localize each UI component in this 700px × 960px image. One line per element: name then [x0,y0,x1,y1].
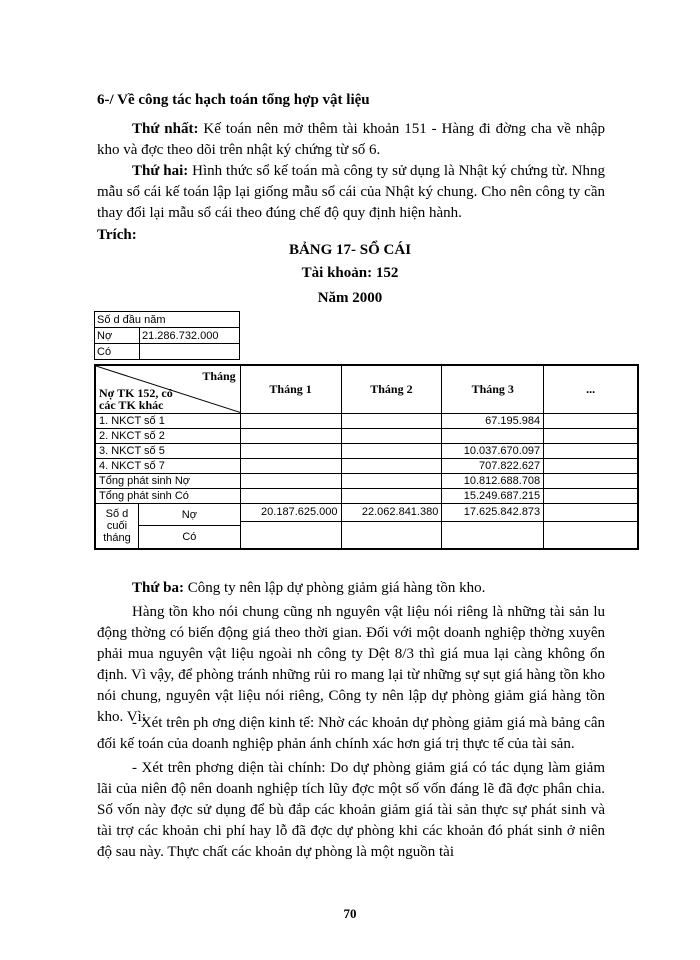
closing-debit-label: Nợ [139,504,240,526]
table-row [95,459,638,474]
table-row [95,429,638,444]
closing-inner-table [96,504,240,548]
cell-value [544,444,638,459]
paragraph-economic: - Xét trên ph ơng diện kinh tế: Nhờ các khoản dự phòng giảm giá mà bảng cân đối kế toán của doanh nghiệp phản ánh chính xác hơn giá trị thực tế của tài sản. [97,715,605,752]
cell-value [240,474,341,489]
cell-value: 10.037.670.097 [442,444,544,459]
cell-value: 67.195.984 [442,414,544,429]
opening-debit-value: 21.286.732.000 [140,328,240,344]
month-header: Tháng 1 [240,365,341,414]
cell-value [544,489,638,504]
paragraph-third-label: Thứ ba: [132,580,184,596]
cell-value [341,429,442,444]
cell-value [544,414,638,429]
month-header: ... [544,365,638,414]
paragraph-first-text: Kế toán nên mở thêm tài khoản 151 - Hàng đi đờng cha về nhập kho và đợc theo dõi trên nhật ký chứng từ số 6. [97,121,605,158]
closing-debit-value: 20.187.625.000 [240,504,341,522]
row-label: 3. NKCT số 5 [95,444,240,459]
table-year: Năm 2000 [317,290,383,306]
closing-debit-value: 22.062.841.380 [341,504,442,522]
cell-value [341,414,442,429]
cell-value [442,429,544,444]
closing-credit-label: Có [182,531,197,543]
table-title: BẢNG 17- SỔ CÁI [288,242,412,258]
ledger-table [94,364,639,550]
section-heading: 6-/ Về công tác hạch toán tổng hợp vật liệu [97,92,370,108]
cell-value [240,429,341,444]
paragraph-inventory: Hàng tồn kho nói chung cũng nh nguyên vật liệu nói riêng là những tài sản lu động thờng có biến động giá theo thời gian. Đối với một doanh nghiệp thờng xuyên phải mua nguyên vật liệu ngoài nh công ty Dệt 8/3 thì giá mua lại càng không ổn định. Vì vậy, để phòng tránh những rủi ro mang lại từ những sự sụt giá hàng tồn kho nói chung, nguyên vật liệu nói riêng, Công ty nên lập dự phòng giảm giá hàng tồn kho. Vì: [97,604,605,725]
corner-month-label: Tháng [202,369,236,383]
ledger-corner-cell [95,365,240,414]
cell-value: 15.249.687.215 [442,489,544,504]
table-row [95,474,638,489]
paragraph-second-label: Thứ hai: [132,163,189,179]
opening-balance-header: Số d đầu năm [95,312,240,328]
opening-credit-value [140,344,240,360]
cell-value [240,459,341,474]
page-number: 70 [343,906,357,921]
paragraph-second-text: Hình thức sổ kế toán mà công ty sử dụng là Nhật ký chứng từ. Nhng mẫu sổ cái kế toán lập lại giống mẫu sổ cái của Nhật ký chung. Cho nên công ty cần thay đổi lại mẫu sổ cái theo đúng chế độ quy định hiện hành. [97,163,605,221]
row-label: Tổng phát sinh Có [95,489,240,504]
opening-balance-table [94,311,240,360]
closing-debit-value: 17.625.842.873 [442,504,544,522]
paragraph-first-label: Thứ nhất: [132,121,199,137]
month-header: Tháng 2 [341,365,442,414]
paragraph-financial: - Xét trên phơng diện tài chính: Do dự phòng giảm giá có tác dụng làm giảm lãi của niên độ nên doanh nghiệp tích lũy đợc một số vốn đáng lẽ đã đợc phân chia. Số vốn này đợc sử dụng để bù đắp các khoản giảm giá tài sản thực sự phát sinh và tài trợ các khoản chi phí hay lỗ đã đợc dự phòng khi các khoản đó phát sinh ở niên độ sau này. Thực chất các khoản dự phòng là một nguồn tài [97,760,605,860]
table-account: Tài khoản: 152 [301,265,399,281]
closing-credit-value [341,521,442,549]
row-label: 4. NKCT số 7 [95,459,240,474]
table-row [95,444,638,459]
table-row [95,414,638,429]
closing-balance-cell [95,504,240,550]
row-label: 1. NKCT số 1 [95,414,240,429]
cell-value [341,444,442,459]
row-label: 2. NKCT số 2 [95,429,240,444]
closing-credit-value [240,521,341,549]
table-row [95,489,638,504]
closing-credit-value [544,521,638,549]
cell-value [544,429,638,444]
opening-debit-label: Nợ [95,328,140,344]
cell-value [341,459,442,474]
cell-value [240,489,341,504]
closing-balance-label: Số d cuối tháng [96,504,139,548]
closing-credit-value [442,521,544,549]
paragraph-first [97,119,605,161]
extract-label: Trích: [97,227,137,243]
cell-value [544,459,638,474]
paragraph-second [97,161,605,224]
cell-value [341,489,442,504]
closing-debit-value [544,504,638,522]
row-label: Tổng phát sinh Nợ [95,474,240,489]
opening-credit-label: Có [95,344,140,360]
closing-debit-row [95,504,638,522]
cell-value [341,474,442,489]
paragraph-third-text: Công ty nên lập dự phòng giảm giá hàng tồn kho. [183,580,486,596]
cell-value: 707.822.627 [442,459,544,474]
cell-value [240,414,341,429]
month-header: Tháng 3 [442,365,544,414]
paragraph-third [97,578,605,599]
cell-value [240,444,341,459]
corner-account-label: Nợ TK 152, có các TK khác [99,386,173,412]
cell-value [544,474,638,489]
cell-value: 10.812.688.708 [442,474,544,489]
